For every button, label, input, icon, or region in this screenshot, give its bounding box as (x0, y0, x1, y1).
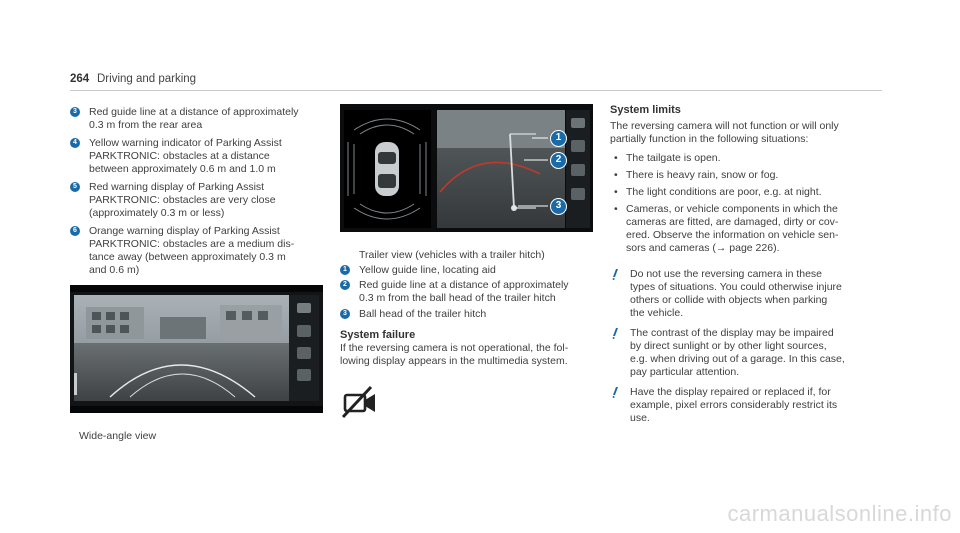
trailer-view-camera-image (340, 104, 593, 232)
watermark: carmanualsonline.info (727, 501, 952, 526)
callout-badge: 1 (340, 265, 350, 275)
image-callout-2: 2 (550, 152, 567, 169)
legend-item-3 (70, 106, 330, 132)
limit-bullet: • The tailgate is open. (614, 152, 721, 164)
legend-text: Red warning display of Parking Assist PARKTRONIC: obstacles are very close (approximately 0.3 m or less) (89, 181, 276, 219)
camera-off-icon (341, 385, 379, 419)
limit-bullet: • There is heavy rain, snow or fog. (614, 169, 779, 181)
note-block: Do not use the reversing camera in these types of situations. You could otherwise injure others or collide with objects when parking the vehicle. (610, 268, 885, 320)
chapter-title: Driving and parking (97, 73, 197, 85)
callout-badge: 5 (70, 182, 80, 192)
note-block: The contrast of the display may be impaired by direct sunlight or by other light sources, e.g. when driving out of a garage. In this case, pay particular attention. (610, 327, 885, 379)
legend-item-4 (70, 137, 330, 176)
image-callout-1: 1 (550, 130, 567, 147)
legend-text: Orange warning display of Parking Assist PARKTRONIC: obstacles are a medium dis- tance away (between approximately 0.3 m and 0.6 m) (89, 225, 295, 276)
legend-item-3-hitch (340, 308, 595, 321)
limit-bullet: • Cameras, or vehicle components in which the cameras are fitted, are damaged, dirty or cov- ered. Observe the information on vehicle sen- sors and cameras (→ page 226). (614, 203, 839, 254)
info-icon (610, 327, 621, 339)
system-failure-heading: System failure (340, 329, 416, 341)
callout-badge: 2 (340, 280, 350, 290)
system-limits-intro: The reversing camera will not function or will only partially function in the following situations: (610, 120, 839, 145)
legend-text: Red guide line at a distance of approximately 0.3 m from the rear area (89, 106, 299, 131)
image-caption: Trailer view (vehicles with a trailer hitch) (359, 249, 545, 261)
info-icon (610, 386, 621, 398)
legend-text: Yellow warning indicator of Parking Assist PARKTRONIC: obstacles at a distance between approximately 0.6 m and 1.0 m (89, 137, 282, 175)
callout-badge: 3 (70, 107, 80, 117)
legend-item-6 (70, 225, 330, 277)
system-failure-text: If the reversing camera is not operational, the fol- lowing display appears in the multimedia system. (340, 342, 569, 367)
wide-angle-camera-image (70, 285, 323, 413)
info-icon (610, 268, 621, 280)
image-callout-3: 3 (550, 198, 567, 215)
legend-item-5 (70, 181, 330, 220)
system-limits-heading: System limits (610, 104, 681, 116)
page-header (70, 73, 882, 91)
callout-badge: 6 (70, 226, 80, 236)
legend-item-2 (340, 279, 595, 305)
limit-bullet: • The light conditions are poor, e.g. at night. (614, 186, 822, 198)
legend-text: Yellow guide line, locating aid (359, 264, 496, 276)
legend-text: Ball head of the trailer hitch (359, 308, 487, 320)
callout-badge: 3 (340, 309, 350, 319)
callout-badge: 4 (70, 138, 80, 148)
note-block: Have the display repaired or replaced if, for example, pixel errors considerably restrict its use. (610, 386, 885, 425)
page-number: 264 (70, 73, 90, 85)
legend-item-1 (340, 264, 595, 277)
image-caption: Wide-angle view (79, 430, 157, 442)
legend-text: Red guide line at a distance of approximately 0.3 m from the ball head of the trailer hitch (359, 279, 569, 304)
